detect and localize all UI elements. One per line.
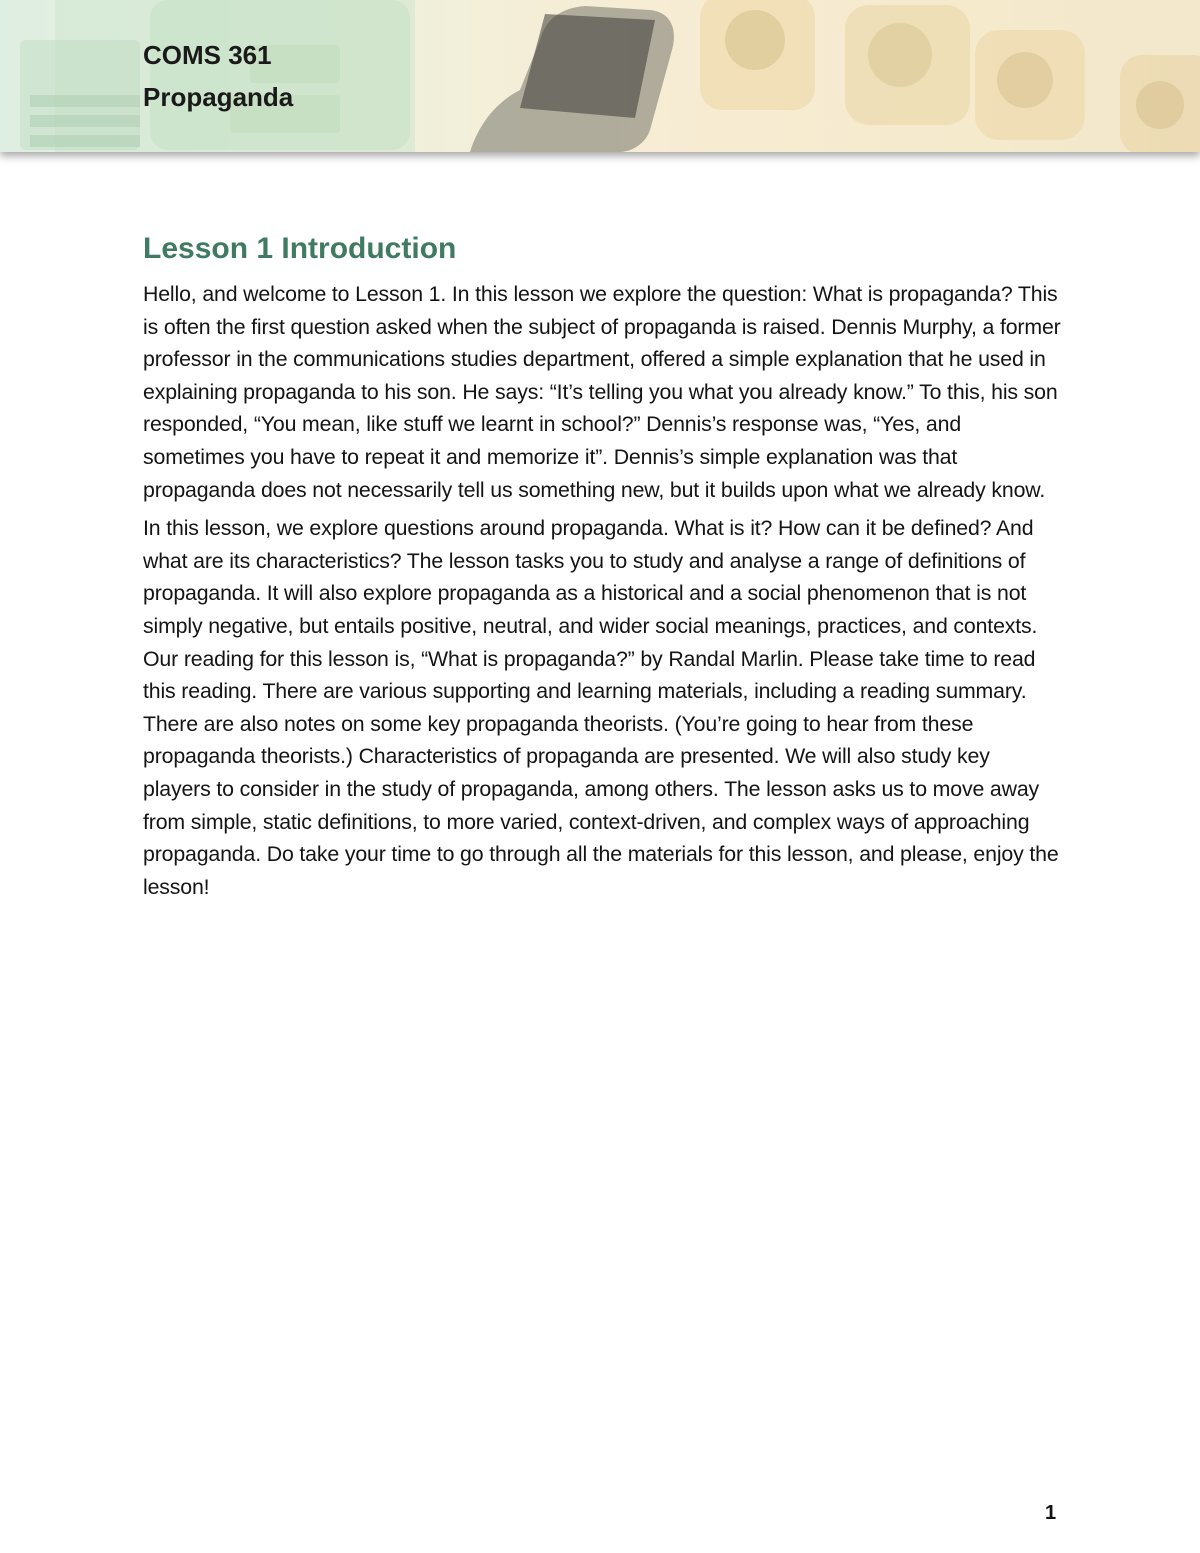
intro-paragraph: Hello, and welcome to Lesson 1. In this lesson we explore the question: What is propaganda? This is often the first question asked when the subject of propaganda is raised. Dennis Murphy, a former professor in the communications studies department, offered a simple explanation that he used in explaining propaganda to his son. He says: “It’s telling you what you already know.” To this, his son responded, “You mean, like stuff we learnt in school?” Dennis’s response was, “Yes, and sometimes you have to repeat it and memorize it”. Dennis’s simple explanation was that propaganda does not necessarily tell us something new, but it builds upon what we already know. bbox=[143, 282, 1061, 502]
page-number: 1 bbox=[1045, 1502, 1057, 1524]
course-name: Propaganda bbox=[143, 82, 294, 112]
banner-collage-image bbox=[0, 0, 1200, 152]
lesson-heading: Lesson 1 Introduction bbox=[143, 232, 457, 265]
overview-paragraph: In this lesson, we explore questions around propaganda. What is it? How can it be defined? And what are its characteristics? The lesson tasks you to study and analyse a range of definitions of propaganda. It will also explore propaganda as a historical and a social phenomenon that is not simply negative, but entails positive, neutral, and wider social meanings, practices, and contexts. Our reading for this lesson is, “What is propaganda?” by Randal Marlin. Please take time to read this reading. There are various supporting and learning materials, including a reading summary. There are also notes on some key propaganda theorists. (You’re going to hear from these propaganda theorists.) Characteristics of propaganda are presented. We will also study key players to consider in the study of propaganda, among others. The lesson asks us to move away from simple, static definitions, to more varied, context-driven, and complex ways of approaching propaganda. Do take your time to go through all the materials for this lesson, and please, enjoy the lesson! bbox=[143, 516, 1059, 899]
course-code: COMS 361 bbox=[143, 40, 272, 70]
header-banner bbox=[0, 0, 1200, 152]
lesson-content bbox=[143, 228, 1063, 909]
